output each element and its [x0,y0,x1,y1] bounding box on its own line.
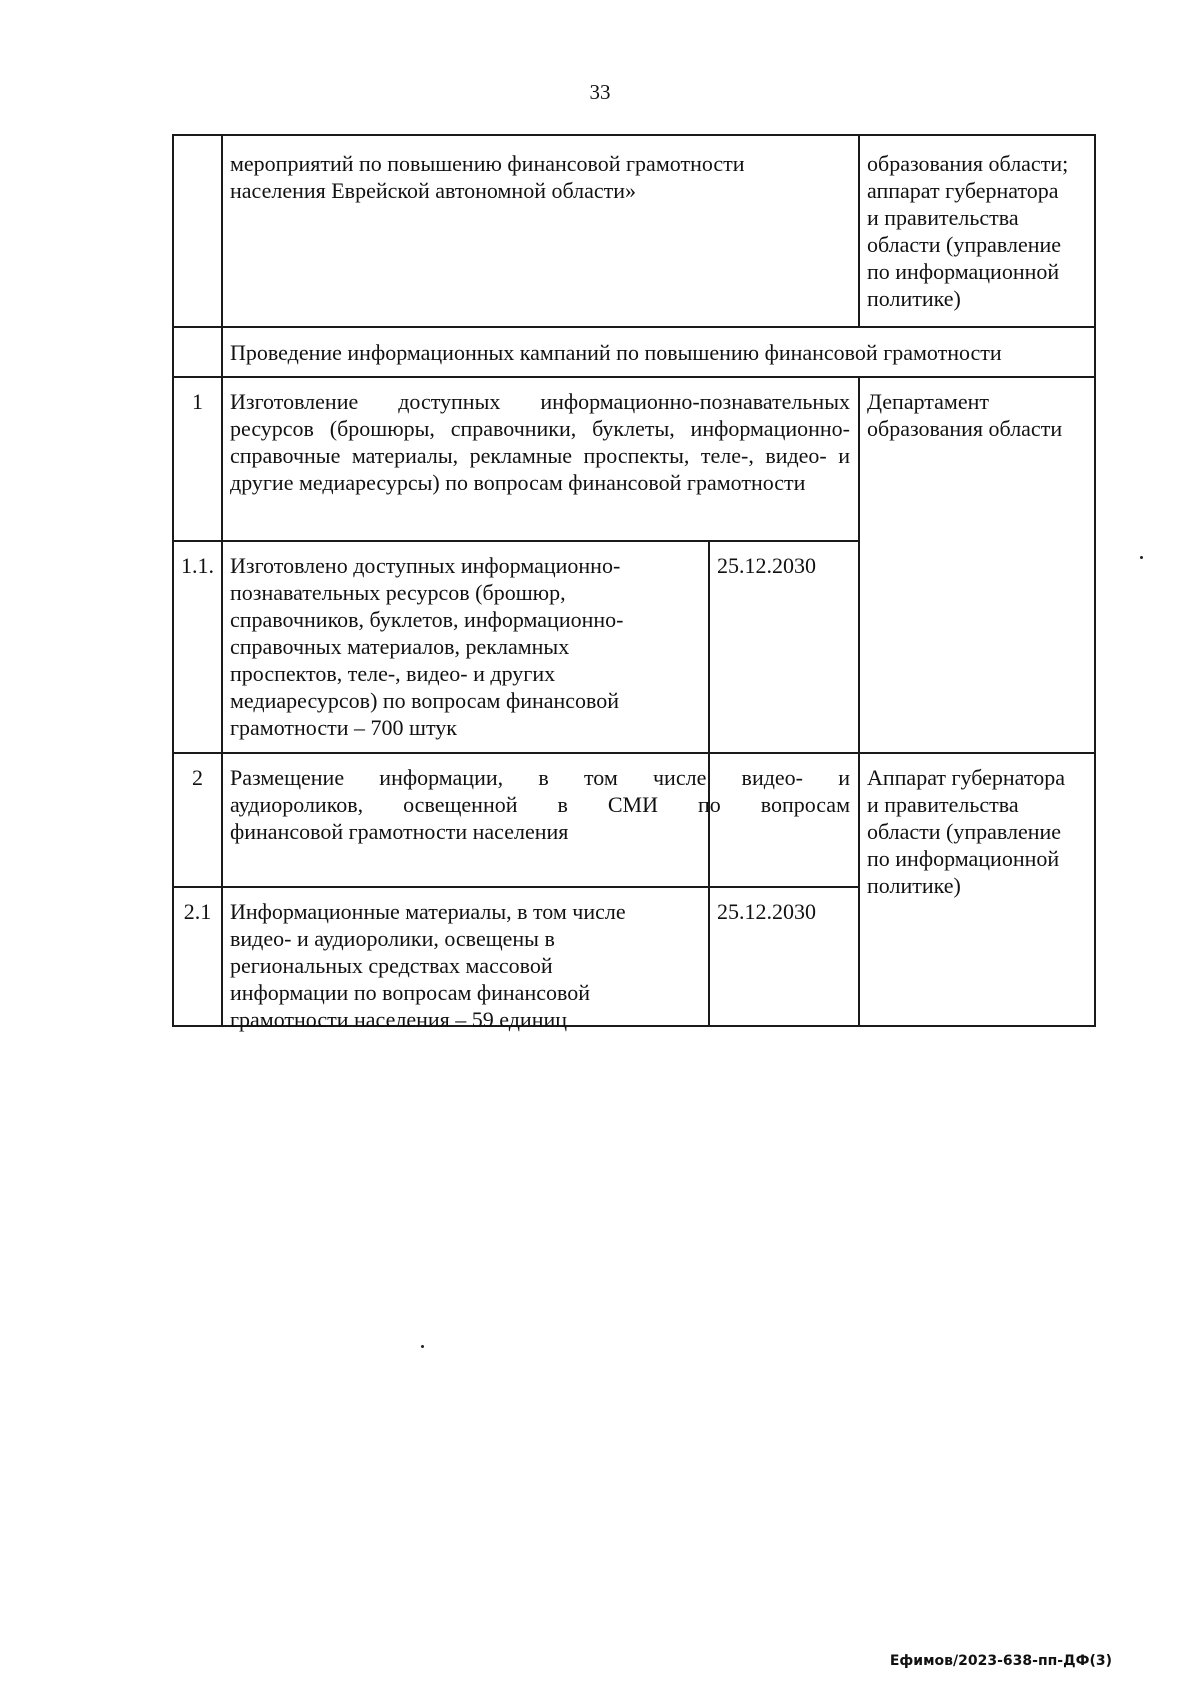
item-responsible: Департамент образования области [867,389,1063,441]
text-line: медиаресурсов) по вопросам финансовой [230,688,620,713]
indicator-text [230,898,706,1033]
scan-speck [1140,556,1143,559]
deadline-date: 25.12.2030 [717,553,816,578]
row-divider-4 [174,752,1094,754]
text-line: грамотности населения – 59 единиц [230,1007,568,1032]
text-line: Информационные материалы, в том числе [230,899,626,924]
text-line: области (управление [867,819,1062,844]
text-line: справочников, буклетов, информационно- [230,607,624,632]
text-line: информации по вопросам финансовой [230,980,590,1005]
text-line: политике) [867,873,961,898]
text-line: политике) [867,286,961,311]
deadline-date: 25.12.2030 [717,899,816,924]
section-title: Проведение информационных кампаний по повышению финансовой грамотности [230,340,1002,365]
text-line: справочных материалов, рекламных [230,634,570,659]
text-line: и правительства [867,205,1019,230]
text-line: Размещение информации, в том числе видео- и [230,765,850,790]
scan-speck [421,1345,424,1348]
text-line: и правительства [867,792,1019,817]
text-line: аппарат губернатора [867,178,1059,203]
text-line: видео- и аудиоролики, освещены в [230,926,555,951]
text-line: аудиороликов, освещенной в СМИ по вопросам [230,792,850,817]
col-divider-number [221,136,223,1025]
text-line: населения Еврейской автономной области» [230,178,637,203]
text-line: финансовой грамотности населения [230,819,569,844]
row-divider-2 [174,376,1094,378]
text-line: Изготовлено доступных информационно- [230,553,621,578]
item-text: Изготовление доступных информационно-познавательных ресурсов (брошюры, справочники, буклеты, информационно-справочные материалы, рекламные проспекты, теле-, видео- и другие медиаресурсы) по вопросам финансовой грамотности [230,389,850,495]
text-line: по информационной [867,259,1060,284]
text-line: проспектов, теле-, видео- и других [230,661,556,686]
text-line: по информационной [867,846,1060,871]
text-line: познавательных ресурсов (брошюр, [230,580,566,605]
continuation-text [230,150,850,204]
text-line: образования области; [867,151,1069,176]
col-divider-responsible [858,376,860,1025]
text-line: области (управление [867,232,1062,257]
continuation-responsible [867,150,1093,312]
text-line: Аппарат губернатора [867,765,1065,790]
item-text [230,764,850,845]
page-number: 33 [589,80,611,104]
item-number: 2 [192,765,203,790]
indicator-text [230,552,706,741]
row-divider-1 [174,326,1094,328]
item-number: 1 [192,389,203,414]
col-divider-responsible-top [858,136,860,326]
document-code: Ефимов/2023-638-пп-ДФ(3) [889,1653,1112,1669]
text-line: грамотности – 700 штук [230,715,457,740]
item-responsible [867,764,1093,899]
item-number: 1.1. [181,553,214,578]
row-divider-3 [174,540,859,542]
text-line: региональных средствах массовой [230,953,553,978]
row-divider-5 [174,886,859,888]
text-line: мероприятий по повышению финансовой грамотности [230,151,745,176]
col-divider-date-2 [708,886,710,1025]
item-number: 2.1 [183,899,212,924]
activities-table [172,134,1096,1032]
